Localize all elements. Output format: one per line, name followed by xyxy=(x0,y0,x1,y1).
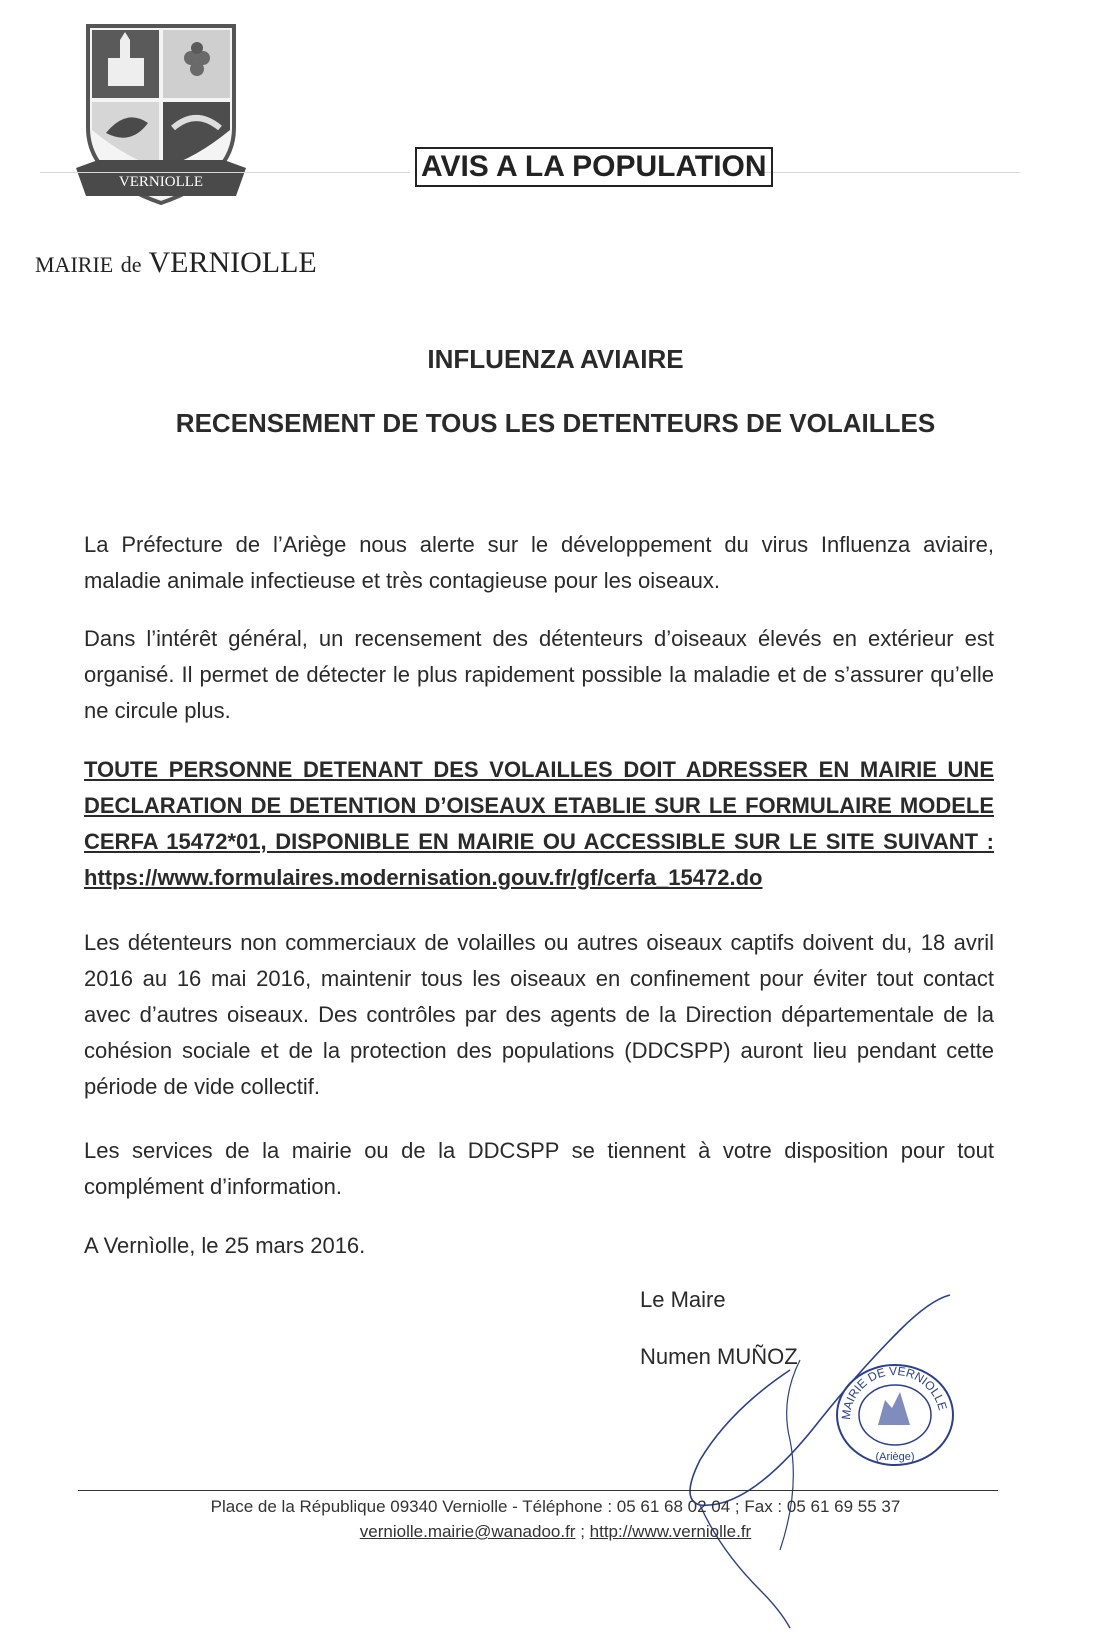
sub-title: RECENSEMENT DE TOUS LES DETENTEURS DE VOLAILLES xyxy=(175,408,936,438)
paragraph-4: Les détenteurs non commerciaux de volailles ou autres oiseaux captifs doivent du, 18 avril 2016 au 16 mai 2016, maintenir tous les oiseaux en confinement pour éviter tout contact avec d’autres oiseaux. Des contrôles par des agents de la Direction départementale de la cohésion sociale et de la protection des populations (DDCSPP) auront lieu pendant cette période de vide collectif. xyxy=(84,930,994,1099)
email-link[interactable]: verniolle.mairie@wanadoo.fr xyxy=(359,1522,576,1541)
stamp-text: MAIRIE DE VERNIOLLE xyxy=(838,1363,950,1421)
paragraph-3-declaration: TOUTE PERSONNE DETENANT DES VOLAILLES DOIT ADRESSER EN MAIRIE UNE DECLARATION DE DETENTION D’OISEAUX ETABLIE SUR LE FORMULAIRE MODELE CERFA 15472*01, DISPONIBLE EN MAIRIE OU ACCESSIBLE SUR LE SITE SUIVANT : https://www.formulaires.modernisation.gouv.fr/gf/cerfa_15472.do xyxy=(84,757,994,890)
mairie-de: de xyxy=(120,252,142,277)
mairie-prefix: MAIRIE xyxy=(35,252,114,277)
mairie-name: VERNIOLLE xyxy=(148,246,317,279)
paragraph-2: Dans l’intérêt général, un recensement des détenteurs d’oiseaux élevés en extérieur est organisé. Il permet de détecter le plus rapidement possible la maladie et de s’assurer qu’elle ne circule plus. xyxy=(84,626,994,723)
footer-address: Place de la République 09340 Verniolle - Téléphone : 05 61 68 02 04 ; Fax : 05 61 69 55 37 xyxy=(210,1497,901,1516)
stamp-subtext: (Ariège) xyxy=(875,1451,915,1463)
signature-name: Numen MUÑOZ xyxy=(640,1344,798,1369)
header-rule-right xyxy=(750,172,1020,173)
date-line: A Vernìolle, le 25 mars 2016. xyxy=(84,1233,366,1258)
header-rule-left xyxy=(40,172,410,173)
mairie-heading xyxy=(35,246,317,280)
verniolle-crest-logo xyxy=(76,18,246,213)
footer-links xyxy=(0,1522,1111,1542)
main-title: INFLUENZA AVIAIRE xyxy=(427,344,684,374)
paragraph-5: Les services de la mairie ou de la DDCSPP se tiennent à votre disposition pour tout complément d’information. xyxy=(84,1138,994,1199)
signature-role: Le Maire xyxy=(640,1287,726,1312)
handwritten-signature xyxy=(660,1290,960,1630)
paragraph-1: La Préfecture de l’Ariège nous alerte sur le développement du virus Influenza aviaire, maladie animale infectieuse et très contagieuse pour les oiseaux. xyxy=(84,532,994,593)
notice-title: AVIS A LA POPULATION xyxy=(415,147,773,187)
crest-banner-text: VERNIOLLE xyxy=(118,174,204,190)
website-link[interactable]: http://www.verniolle.fr xyxy=(589,1522,752,1541)
footer-rule xyxy=(78,1490,998,1491)
footer-separator: ; xyxy=(575,1522,590,1541)
